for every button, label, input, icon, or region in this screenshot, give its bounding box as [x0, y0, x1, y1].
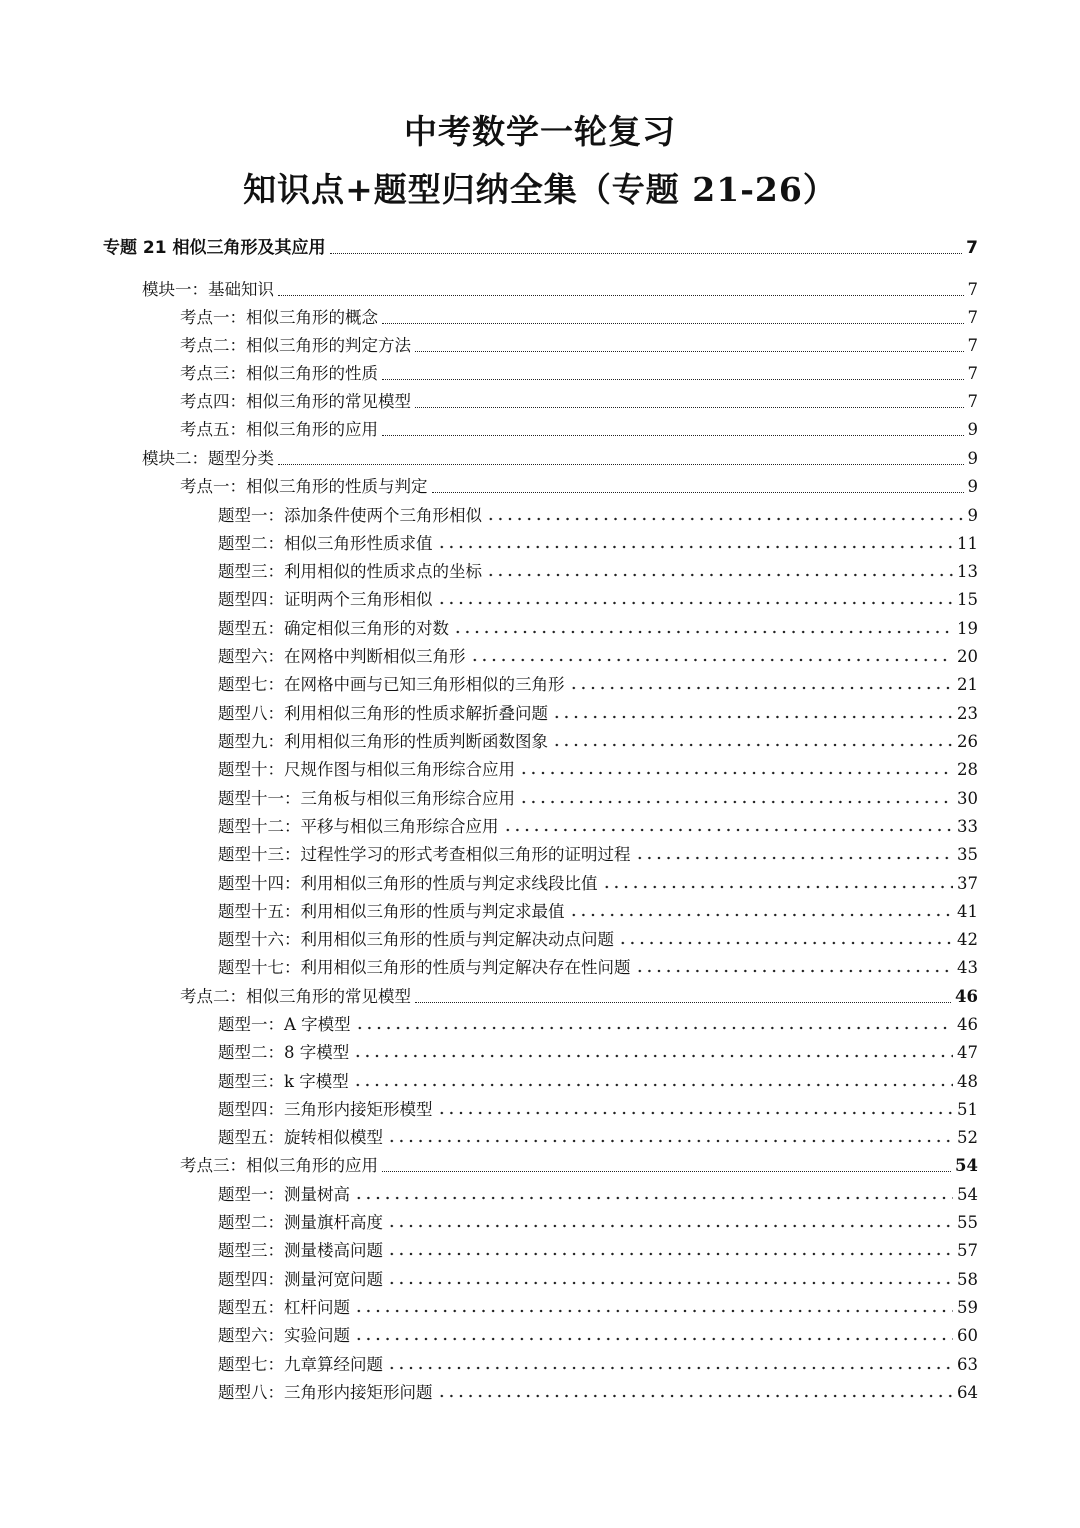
toc-entry-page-number: 35	[957, 845, 978, 864]
toc-entry-chapter[interactable]	[103, 232, 978, 260]
toc-entry-page-number: 7	[966, 238, 978, 258]
toc-entry-page-number: 42	[957, 930, 978, 949]
toc-entry-label: 题型九：利用相似三角形的性质判断函数图象	[218, 732, 548, 751]
toc-dot-leader	[387, 1252, 953, 1256]
toc-entry-type[interactable]	[218, 1009, 978, 1037]
toc-entry-type[interactable]	[218, 896, 978, 924]
toc-entry-page-number: 23	[957, 704, 978, 723]
toc-entry-page-number: 30	[957, 789, 978, 808]
toc-dot-leader	[355, 1026, 953, 1030]
toc-entry-label: 题型五：旋转相似模型	[218, 1128, 383, 1147]
toc-entry-type[interactable]	[218, 1377, 978, 1405]
toc-entry-type[interactable]	[218, 811, 978, 839]
toc-entry-page-number: 51	[957, 1100, 978, 1119]
toc-dot-leader	[486, 517, 964, 521]
toc-dot-leader	[432, 492, 964, 493]
toc-entry-page-number: 9	[967, 506, 978, 525]
toc-entry-label: 考点三：相似三角形的性质	[180, 364, 378, 383]
toc-entry-label: 题型三：测量楼高问题	[218, 1241, 383, 1260]
toc-dot-leader	[415, 351, 964, 352]
toc-entry-label: 题型十四：利用相似三角形的性质与判定求线段比值	[218, 874, 598, 893]
toc-entry-point[interactable]	[180, 414, 978, 442]
toc-entry-type[interactable]	[218, 1179, 978, 1207]
document-title-line-1: 中考数学一轮复习	[404, 112, 676, 151]
toc-dot-leader	[387, 1281, 953, 1285]
toc-dot-leader	[415, 407, 964, 408]
toc-entry-page-number: 43	[957, 958, 978, 977]
toc-entry-page-number: 7	[967, 280, 978, 299]
toc-dot-leader	[387, 1366, 953, 1370]
toc-entry-page-number: 7	[967, 392, 978, 411]
toc-entry-label: 题型十七：利用相似三角形的性质与判定解决存在性问题	[218, 958, 631, 977]
toc-entry-type[interactable]	[218, 584, 978, 612]
toc-entry-label: 考点五：相似三角形的应用	[180, 420, 378, 439]
toc-entry-page-number: 20	[957, 647, 978, 666]
toc-entry-page-number: 60	[957, 1326, 978, 1345]
toc-entry-label: 考点二：相似三角形的常见模型	[180, 987, 411, 1006]
toc-entry-label: 题型五：杠杆问题	[218, 1298, 350, 1317]
toc-entry-page-number: 7	[967, 364, 978, 383]
toc-entry-page-number: 37	[957, 874, 978, 893]
toc-entry-label: 模块一：基础知识	[142, 280, 274, 299]
toc-dot-leader	[278, 464, 964, 465]
toc-entry-module[interactable]	[142, 274, 978, 302]
toc-entry-label: 题型五：确定相似三角形的对数	[218, 619, 449, 638]
toc-entry-type[interactable]	[218, 839, 978, 867]
toc-entry-type[interactable]	[218, 1320, 978, 1348]
toc-entry-type[interactable]	[218, 1292, 978, 1320]
toc-entry-page-number: 11	[957, 534, 978, 553]
toc-entry-type[interactable]	[218, 1066, 978, 1094]
toc-entry-module[interactable]	[142, 443, 978, 471]
toc-dot-leader	[354, 1196, 953, 1200]
toc-entry-label: 题型四：证明两个三角形相似	[218, 590, 433, 609]
toc-entry-type[interactable]	[218, 783, 978, 811]
toc-entry-type[interactable]	[218, 641, 978, 669]
toc-entry-page-number: 7	[967, 336, 978, 355]
toc-entry-label: 题型六：在网格中判断相似三角形	[218, 647, 466, 666]
toc-entry-type[interactable]	[218, 669, 978, 697]
toc-entry-page-number: 7	[967, 308, 978, 327]
toc-entry-label: 题型二：测量旗杆高度	[218, 1213, 383, 1232]
toc-dot-leader	[437, 1394, 954, 1398]
toc-entry-label: 题型一：添加条件使两个三角形相似	[218, 506, 482, 525]
toc-entry-page-number: 64	[957, 1383, 978, 1402]
toc-entry-type[interactable]	[218, 1122, 978, 1150]
toc-dot-leader	[437, 1111, 954, 1115]
toc-entry-label: 题型八：利用相似三角形的性质求解折叠问题	[218, 704, 548, 723]
toc-entry-page-number: 63	[957, 1355, 978, 1374]
toc-entry-page-number: 33	[957, 817, 978, 836]
toc-entry-page-number: 57	[957, 1241, 978, 1260]
toc-entry-label: 题型一：A 字模型	[218, 1015, 351, 1034]
toc-entry-label: 题型四：测量河宽问题	[218, 1270, 383, 1289]
toc-dot-leader	[415, 1002, 951, 1003]
toc-entry-type[interactable]	[218, 868, 978, 896]
toc-dot-leader	[382, 323, 964, 324]
toc-entry-label: 题型十五：利用相似三角形的性质与判定求最值	[218, 902, 565, 921]
toc-entry-page-number: 9	[967, 420, 978, 439]
toc-entry-type[interactable]	[218, 726, 978, 754]
toc-entry-type[interactable]	[218, 528, 978, 556]
toc-entry-page-number: 21	[957, 675, 978, 694]
toc-entry-label: 题型六：实验问题	[218, 1326, 350, 1345]
toc-entry-label: 考点一：相似三角形的概念	[180, 308, 378, 327]
toc-dot-leader	[602, 885, 954, 889]
toc-entry-point[interactable]	[180, 358, 978, 386]
toc-entry-label: 考点一：相似三角形的性质与判定	[180, 477, 428, 496]
toc-entry-type[interactable]	[218, 1037, 978, 1065]
toc-entry-page-number: 26	[957, 732, 978, 751]
toc-entry-type[interactable]	[218, 952, 978, 980]
toc-dot-leader	[353, 1054, 953, 1058]
toc-entry-label: 题型八：三角形内接矩形问题	[218, 1383, 433, 1402]
toc-dot-leader	[569, 686, 954, 690]
toc-dot-leader	[437, 545, 954, 549]
toc-entry-type[interactable]	[218, 613, 978, 641]
toc-dot-leader	[437, 601, 954, 605]
toc-entry-page-number: 41	[957, 902, 978, 921]
toc-dot-leader	[382, 435, 964, 436]
toc-entry-label: 题型三：利用相似的性质求点的坐标	[218, 562, 482, 581]
toc-entry-point[interactable]	[180, 471, 978, 499]
toc-entry-label: 题型四：三角形内接矩形模型	[218, 1100, 433, 1119]
toc-dot-leader	[635, 856, 954, 860]
toc-entry-label: 考点三：相似三角形的应用	[180, 1156, 378, 1175]
toc-entry-label: 题型十三：过程性学习的形式考查相似三角形的证明过程	[218, 845, 631, 864]
toc-entry-type[interactable]	[218, 698, 978, 726]
toc-entry-page-number: 15	[957, 590, 978, 609]
toc-entry-page-number: 9	[967, 449, 978, 468]
toc-entry-page-number: 28	[957, 760, 978, 779]
toc-entry-page-number: 54	[955, 1156, 978, 1175]
toc-entry-page-number: 13	[957, 562, 978, 581]
toc-dot-leader	[354, 1309, 953, 1313]
toc-entry-label: 题型十六：利用相似三角形的性质与判定解决动点问题	[218, 930, 614, 949]
toc-entry-page-number: 9	[967, 477, 978, 496]
toc-dot-leader	[470, 658, 954, 662]
toc-entry-label: 模块二：题型分类	[142, 449, 274, 468]
toc-dot-leader	[635, 969, 954, 973]
toc-entry-type[interactable]	[218, 1349, 978, 1377]
toc-entry-type[interactable]	[218, 924, 978, 952]
toc-entry-label: 题型三：k 字模型	[218, 1072, 349, 1091]
toc-dot-leader	[382, 1171, 951, 1172]
toc-entry-label: 题型二：8 字模型	[218, 1043, 350, 1062]
toc-entry-point[interactable]	[180, 330, 978, 358]
toc-entry-page-number: 46	[957, 1015, 978, 1034]
toc-entry-page-number: 19	[957, 619, 978, 638]
toc-entry-type[interactable]	[218, 556, 978, 584]
toc-dot-leader	[618, 941, 953, 945]
toc-entry-page-number: 58	[957, 1270, 978, 1289]
toc-entry-page-number: 54	[957, 1185, 978, 1204]
toc-dot-leader	[382, 379, 964, 380]
toc-dot-leader	[552, 715, 953, 719]
toc-entry-label: 题型一：测量树高	[218, 1185, 350, 1204]
toc-entry-page-number: 52	[957, 1128, 978, 1147]
toc-entry-label: 题型七：九章算经问题	[218, 1355, 383, 1374]
toc-dot-leader	[278, 295, 964, 296]
toc-entry-point[interactable]	[180, 1150, 978, 1178]
toc-entry-point[interactable]	[180, 302, 978, 330]
toc-entry-page-number: 55	[957, 1213, 978, 1232]
toc-dot-leader	[353, 1083, 953, 1087]
toc-entry-page-number: 46	[955, 987, 978, 1006]
toc-entry-label: 题型十二：平移与相似三角形综合应用	[218, 817, 499, 836]
toc-entry-label: 考点四：相似三角形的常见模型	[180, 392, 411, 411]
toc-entry-point[interactable]	[180, 386, 978, 414]
toc-dot-leader	[387, 1224, 953, 1228]
toc-entry-page-number: 47	[957, 1043, 978, 1062]
toc-dot-leader	[519, 771, 953, 775]
toc-dot-leader	[387, 1139, 953, 1143]
toc-entry-type[interactable]	[218, 1207, 978, 1235]
toc-dot-leader	[519, 800, 953, 804]
toc-entry-page-number: 48	[957, 1072, 978, 1091]
toc-dot-leader	[569, 913, 954, 917]
toc-entry-type[interactable]	[218, 1094, 978, 1122]
toc-entry-label: 题型十一：三角板与相似三角形综合应用	[218, 789, 515, 808]
toc-dot-leader	[453, 630, 953, 634]
toc-entry-point[interactable]	[180, 981, 978, 1009]
toc-entry-type[interactable]	[218, 1264, 978, 1292]
toc-entry-type[interactable]	[218, 1235, 978, 1263]
toc-dot-leader	[503, 828, 954, 832]
toc-entry-label: 考点二：相似三角形的判定方法	[180, 336, 411, 355]
toc-dot-leader	[330, 253, 963, 254]
toc-entry-label: 题型七：在网格中画与已知三角形相似的三角形	[218, 675, 565, 694]
toc-entry-label: 题型十：尺规作图与相似三角形综合应用	[218, 760, 515, 779]
toc-entry-label: 题型二：相似三角形性质求值	[218, 534, 433, 553]
toc-dot-leader	[354, 1337, 953, 1341]
toc-entry-page-number: 59	[957, 1298, 978, 1317]
toc-entry-label: 专题 21 相似三角形及其应用	[103, 238, 326, 258]
toc-dot-leader	[486, 573, 953, 577]
document-title-line-2: 知识点+题型归纳全集（专题 21-26）	[243, 170, 837, 209]
toc-entry-type[interactable]	[218, 500, 978, 528]
toc-dot-leader	[552, 743, 953, 747]
toc-entry-type[interactable]	[218, 754, 978, 782]
